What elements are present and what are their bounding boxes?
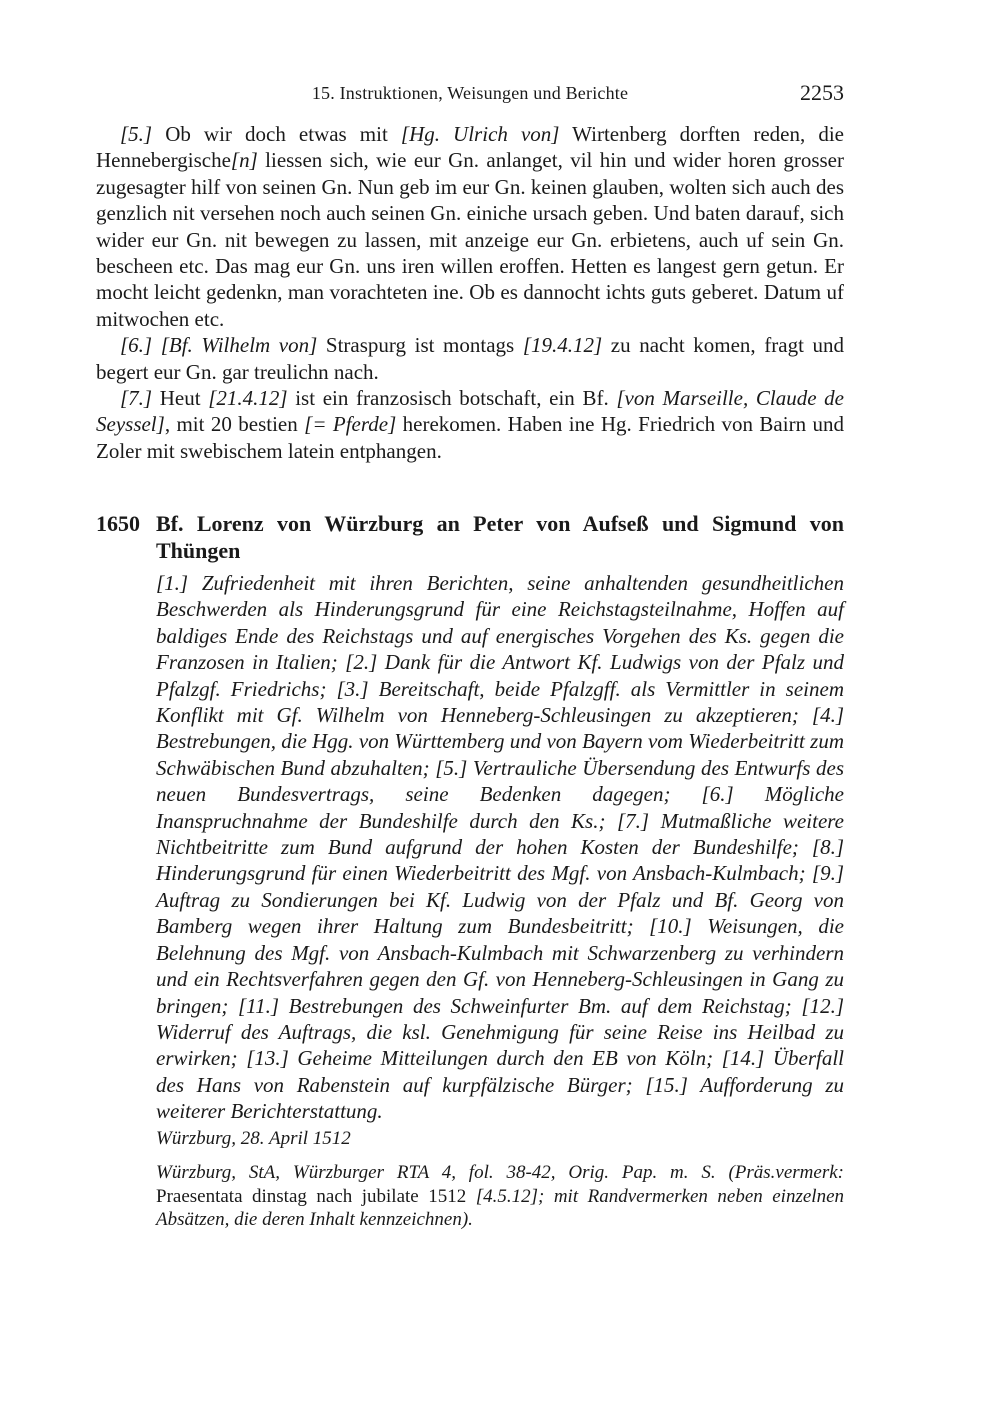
text-run: Ob wir doch etwas mit	[152, 122, 401, 146]
italic-run: [19.4.12]	[522, 333, 603, 358]
text-run: herekomen. Haben ine Hg. Friedrich von Bairn und Zoler mit swebischem latein entphangen.	[96, 412, 844, 463]
text-run: liessen sich, wie eur Gn. anlanget, vil hin und wider horen grosser zugesagter hilf von seinen Gn. Nun geb im eur Gn. keinen glauben, wolten sich auch des genzlich nit versehen noch auch seinen Gn. einiche ursach geben. Und baten darauf, sich wider eur Gn. nit bewegen zu lassen, mit anzeige eur Gn. erbietens, auch uf sein Gn. bescheen etc. Das mag eur Gn. uns iren willen eroffen. Hetten es langest gern getun. Er mocht leicht gedenkn, man vorachteten ine. Ob es dannocht ichts guts geberet. Datum uf mitwochen etc.	[96, 148, 844, 331]
document-regest: [1.] Zufriedenheit mit ihren Berichten, seine anhaltenden gesundheitlichen Beschwerden als Hinderungsgrund für eine Reichstagsteilnahme, Hoffen auf baldiges Ende des Reichstags und auf energisches Vorgehen des Ks. gegen die Franzosen in Italien; [2.] Dank für die Antwort Kf. Ludwigs von der Pfalz und Pfalzgf. Friedrichs; [3.] Bereitschaft, beide Pfalzgff. als Vermittler in seinem Konflikt mit Gf. Wilhelm von Henneberg-Schleusingen zu akzeptieren; [4.] Bestrebungen, die Hgg. von Württemberg und von Bayern vom Wiederbeitritt zum Schwäbischen Bund abzuhalten; [5.] Vertrauliche Übersendung des Entwurfs des neuen Bundesvertrags, seine Bedenken dagegen; [6.] Mögliche Inanspruchnahme der Bundeshilfe durch den Ks.; [7.] Mutmaßliche weitere Nichtbeitritte zum Bund aufgrund der hohen Kosten der Bundeshilfe; [8.] Hinderungsgrund für einen Wiederbeitritt des Mgf. von Ansbach-Kulmbach; [9.] Auftrag zu Sondierungen bei Kf. Ludwig von der Pfalz und Bf. Georg von Bamberg wegen ihrer Haltung zum Bundesbeitritt; [10.] Weisungen, die Belehnung des Mgf. von Ansbach-Kulmbach mit Schwarzenberg zu verhindern und ein Rechtsverfahren gegen den Gf. von Henneberg-Schleusingen in Gang zu bringen; [11.] Bestrebungen des Schweinfurter Bm. auf dem Reichstag; [12.] Widerruf des Auftrags, die ksl. Genehmigung für seine Reise ins Heilbad zu erwirken; [13.] Geheime Mitteilungen durch den EB von Köln; [14.] Überfall des Hans von Rabenstein auf kurpfälzische Bürger; [15.] Aufforderung zu weiterer Berichterstattung.	[156, 571, 844, 1124]
letter-body	[96, 121, 844, 464]
source-note	[156, 1161, 844, 1232]
paragraph-5	[96, 121, 844, 332]
running-head	[96, 80, 844, 108]
text-run: zu nacht komen, fragt und begert eur Gn. gar treulichn nach.	[96, 333, 845, 384]
paragraph-7	[96, 385, 844, 464]
document-title: Bf. Lorenz von Würzburg an Peter von Aufseß und Sigmund von Thüngen	[156, 511, 844, 563]
italic-run: [7.]	[120, 386, 153, 411]
text-run: Heut	[152, 386, 209, 411]
text-run: ist ein franzosisch botschaft, ein Bf.	[287, 386, 617, 411]
text-run: , mit 20 bestien	[164, 412, 305, 437]
upright-run: Praesentata dinstag nach jubilate 1512	[156, 1185, 467, 1207]
italic-run: [= Pferde]	[304, 412, 397, 437]
italic-run: [4.5.12]; mit Randvermerken neben einzelnen Absätzen, die deren Inhalt kennzeichnen).	[156, 1185, 845, 1231]
italic-run: [5.]	[120, 122, 153, 146]
italic-run: [n]	[230, 148, 258, 173]
text-run: Straspurg ist montags	[317, 333, 523, 358]
italic-run: [Hg. Ulrich von]	[400, 122, 560, 146]
page-number: 2253	[800, 80, 844, 105]
italic-run: [von Marseille, Claude de Seyssel]	[96, 386, 844, 437]
dateline: Würzburg, 28. April 1512	[156, 1128, 351, 1149]
document-heading	[96, 510, 844, 564]
italic-run: [21.4.12]	[208, 386, 288, 411]
italic-run: [6.] [Bf. Wilhelm von]	[120, 333, 318, 358]
running-title: 15. Instruktionen, Weisungen und Berichte	[311, 83, 629, 103]
document-number: 1650	[96, 511, 140, 536]
italic-run: Würzburg, StA, Würzburger RTA 4, fol. 38-42, Orig. Pap. m. S. (Präs.vermerk:	[156, 1162, 844, 1183]
paragraph-6	[96, 332, 844, 385]
text-run: Wirtenberg dorften reden, die Hennebergische	[96, 122, 844, 173]
